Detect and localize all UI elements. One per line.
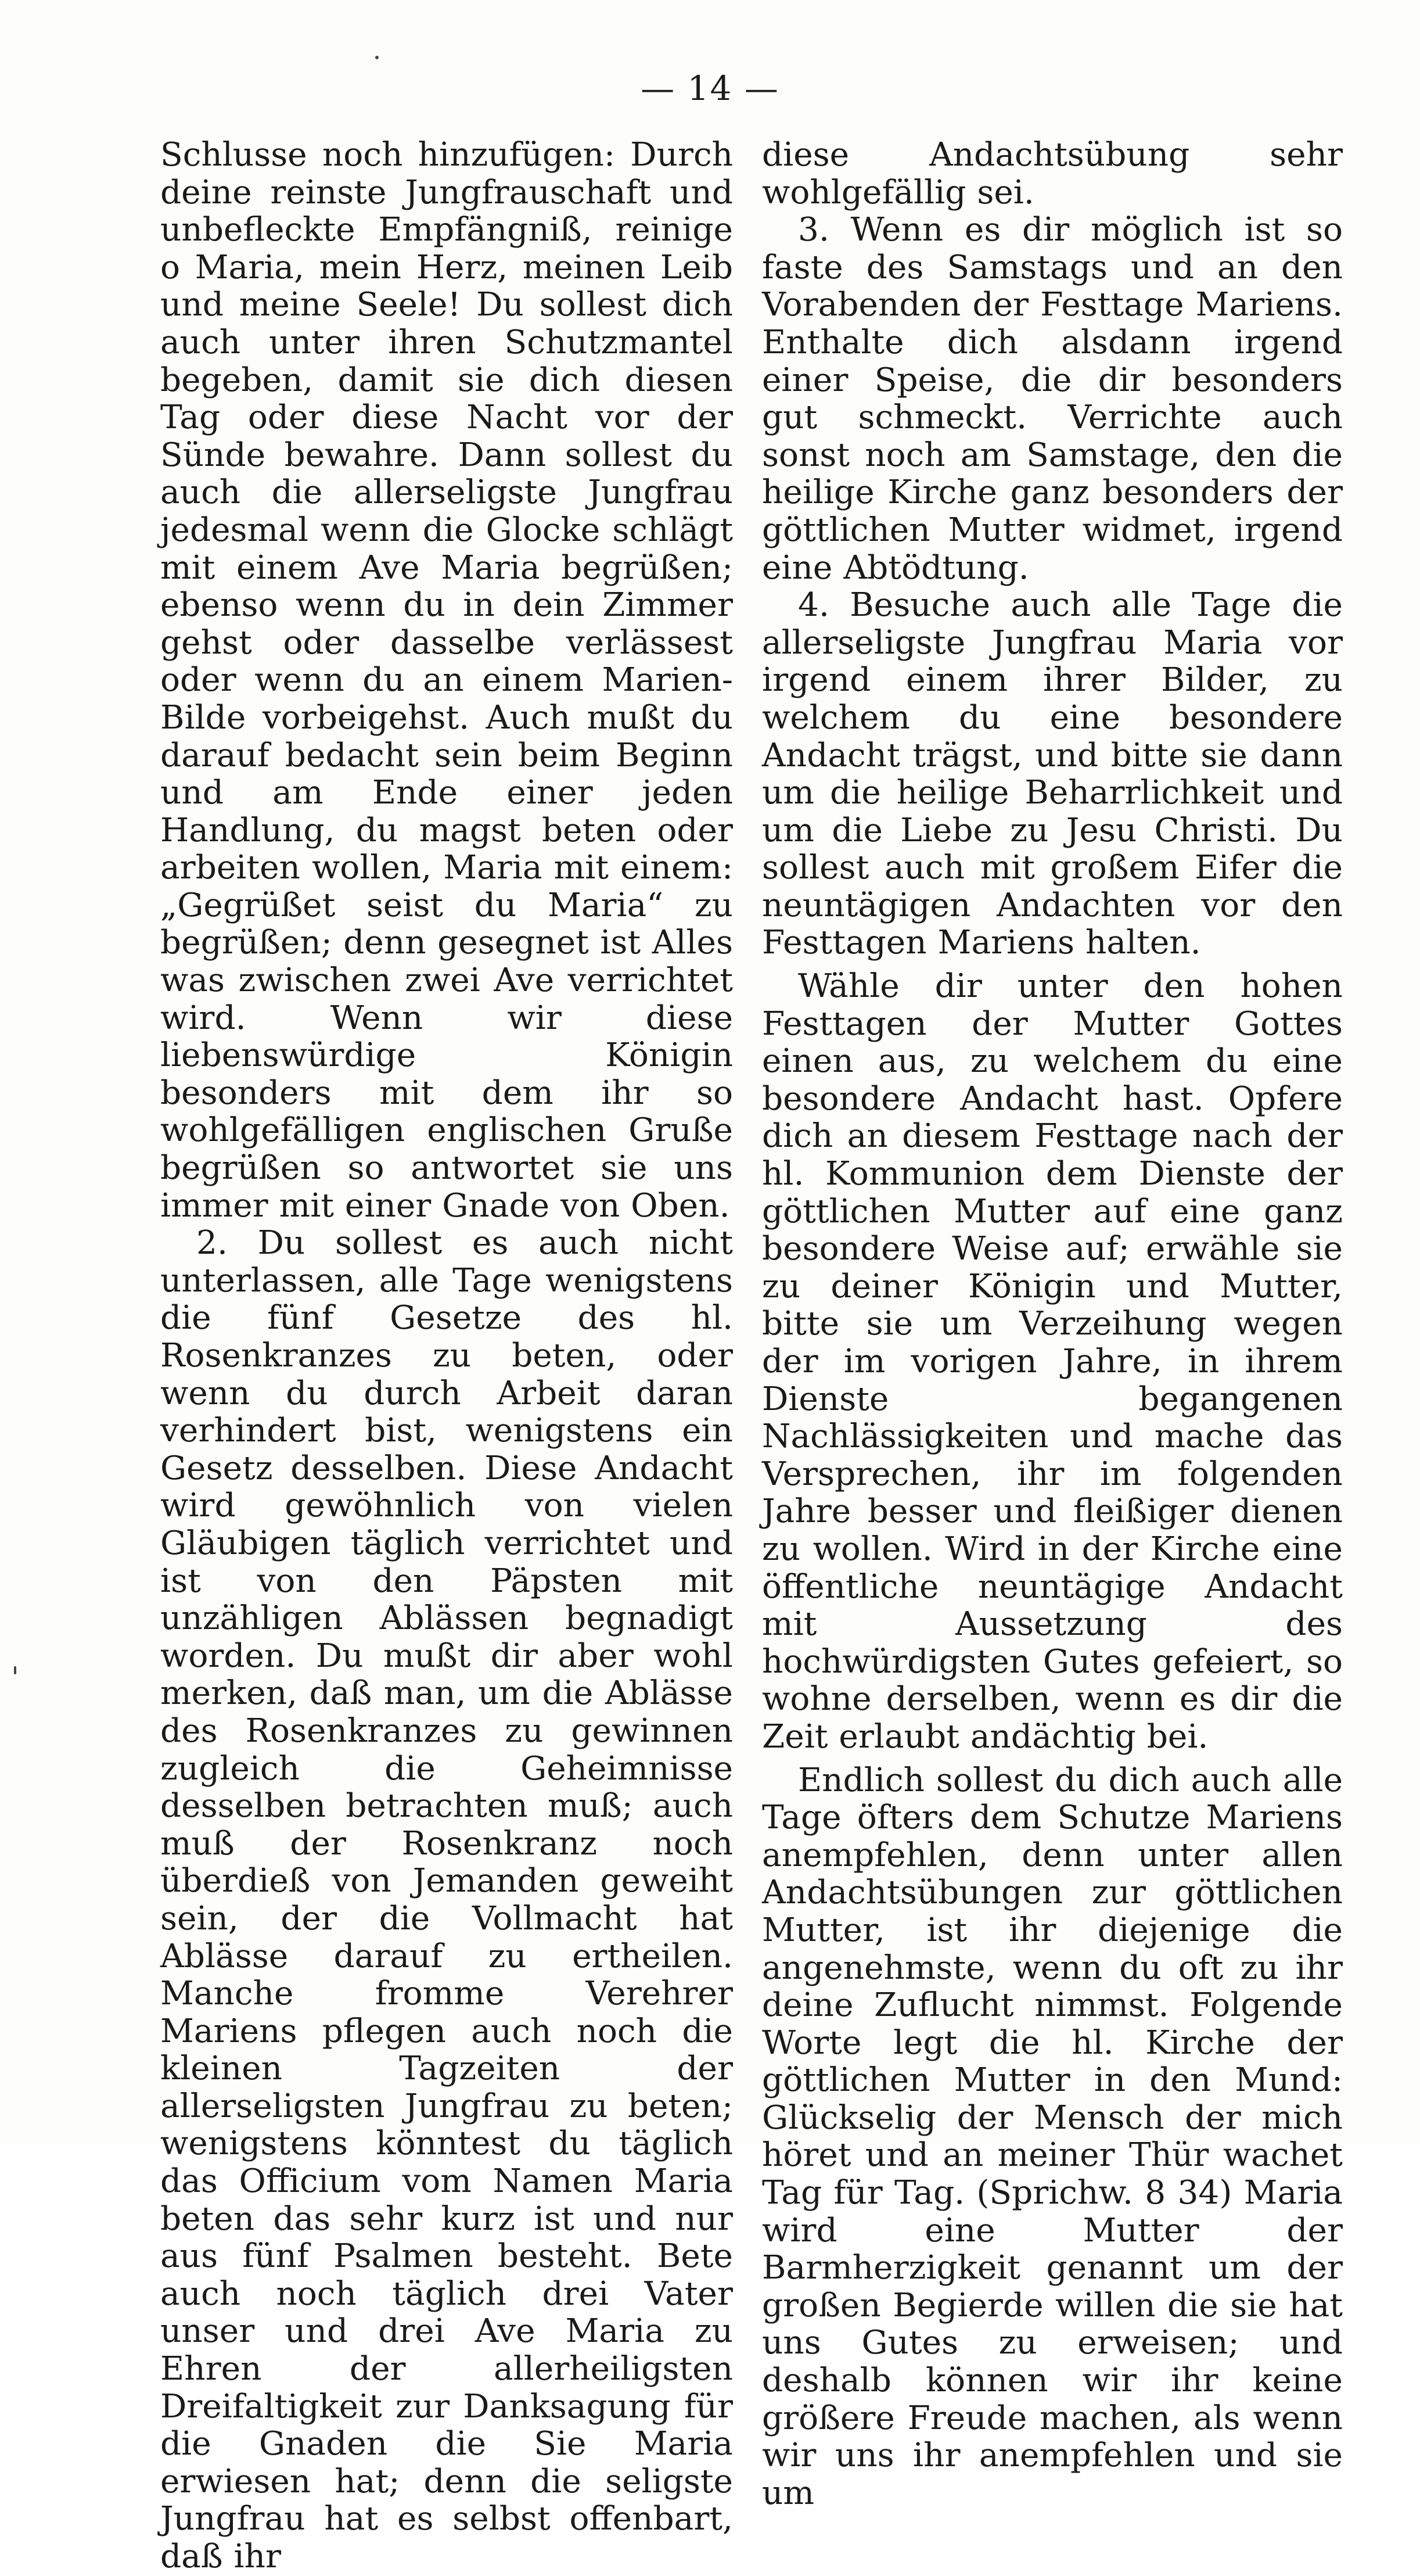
right-paragraph-2: 3. Wenn es dir möglich ist so faste des Samstags und an den Vorabenden der Festtage Mariens. Enthalte dich alsdann irgend einer Speise, die dir besonders gut schmeckt. Verrichte auch sonst noch am Samstage, den die heilige Kirche ganz besonders der göttlichen Mutter widmet, irgend eine Abtödtung. <box>762 211 1343 587</box>
right-column <box>762 137 1343 2512</box>
right-paragraph-5: Endlich sollest du dich auch alle Tage öfters dem Schutze Mariens anempfehlen, denn unter allen Andachtsübungen zur göttlichen Mutter, ist ihr diejenige die angenehmste, wenn du oft zu ihr deine Zuflucht nimmst. Folgende Worte legt die hl. Kirche der göttlichen Mutter in den Mund: Glückselig der Mensch der mich höret und an meiner Thür wachet Tag für Tag. (Sprichw. 8 34) Maria wird eine Mutter der Barmherzigkeit genannt um der großen Begierde willen die sie hat uns Gutes zu erweisen; und deshalb können wir ihr keine größere Freude machen, als wenn wir uns ihr anempfehlen und sie um <box>762 1761 1343 2512</box>
print-speck <box>375 56 379 59</box>
right-paragraph-4: Wähle dir unter den hohen Festtagen der Mutter Gottes einen aus, zu welchem du eine besondere Andacht hast. Opfere dich an diesem Festtage nach der hl. Kommunion dem Dienste der göttlichen Mutter auf eine ganz besondere Weise auf; erwähle sie zu deiner Königin und Mutter, bitte sie um Verzeihung wegen der im vorigen Jahre, in ihrem Dienste begangenen Nachlässigkeiten und mache das Versprechen, ihr im folgenden Jahre besser und fleißiger dienen zu wollen. Wird in der Kirche eine öffentliche neuntägige Andacht mit Aussetzung des hochwürdigsten Gutes gefeiert, so wohne derselben, wenn es dir die Zeit erlaubt andächtig bei. <box>762 967 1343 1756</box>
print-speck <box>14 1666 16 1674</box>
right-paragraph-1: diese Andachtsübung sehr wohlgefällig sei. <box>762 136 1343 211</box>
left-column <box>160 137 733 2576</box>
page-number: — 14 — <box>641 69 779 108</box>
left-paragraph-2: 2. Du sollest es auch nicht unterlassen, alle Tage wenigstens die fünf Gesetze des hl. Rosenkranzes zu beten, oder wenn du durch Arbeit daran verhindert bist, wenigstens ein Gesetz desselben. Diese Andacht wird gewöhnlich von vielen Gläubigen täglich verrichtet und ist von den Päpsten mit unzähligen Ablässen begnadigt worden. Du mußt dir aber wohl merken, daß man, um die Ablässe des Rosenkranzes zu gewinnen zugleich die Geheimnisse desselben betrachten muß; auch muß der Rosenkranz noch überdieß von Jemanden geweiht sein, der die Vollmacht hat Ablässe darauf zu ertheilen. Manche fromme Verehrer Mariens pflegen auch noch die kleinen Tagzeiten der allerseligsten Jungfrau zu beten; wenigstens könntest du täglich das Officium vom Namen Maria beten das sehr kurz ist und nur aus fünf Psalmen besteht. Bete auch noch täglich drei Vater unser und drei Ave Maria zu Ehren der allerheiligsten Dreifaltigkeit zur Danksagung für die Gnaden die Sie Maria erwiesen hat; denn die seligste Jungfrau hat es selbst offenbart, daß ihr <box>160 1224 733 2575</box>
right-paragraph-3: 4. Besuche auch alle Tage die allerseligste Jungfrau Maria vor irgend einem ihrer Bilder, zu welchem du eine besondere Andacht trägst, und bitte sie dann um die heilige Beharrlichkeit und um die Liebe zu Jesu Christi. Du sollest auch mit großem Eifer die neuntägigen Andachten vor den Festtagen Mariens halten. <box>762 586 1343 962</box>
left-paragraph-1: Schlusse noch hinzufügen: Durch deine reinste Jungfrauschaft und unbefleckte Empfängniß, reinige o Maria, mein Herz, meinen Leib und meine Seele! Du sollest dich auch unter ihren Schutzmantel begeben, damit sie dich diesen Tag oder diese Nacht vor der Sünde bewahre. Dann sollest du auch die allerseligste Jungfrau jedesmal wenn die Glocke schlägt mit einem Ave Maria begrüßen; ebenso wenn du in dein Zimmer gehst oder dasselbe verlässest oder wenn du an einem Marien-Bilde vorbeigehst. Auch mußt du darauf bedacht sein beim Beginn und am Ende einer jeden Handlung, du magst beten oder arbeiten wollen, Maria mit einem: „Gegrüßet seist du Maria“ zu begrüßen; denn gesegnet ist Alles was zwischen zwei Ave verrichtet wird. Wenn wir diese liebenswürdige Königin besonders mit dem ihr so wohlgefälligen englischen Gruße begrüßen so antwortet sie uns immer mit einer Gnade von Oben. <box>160 136 733 1225</box>
